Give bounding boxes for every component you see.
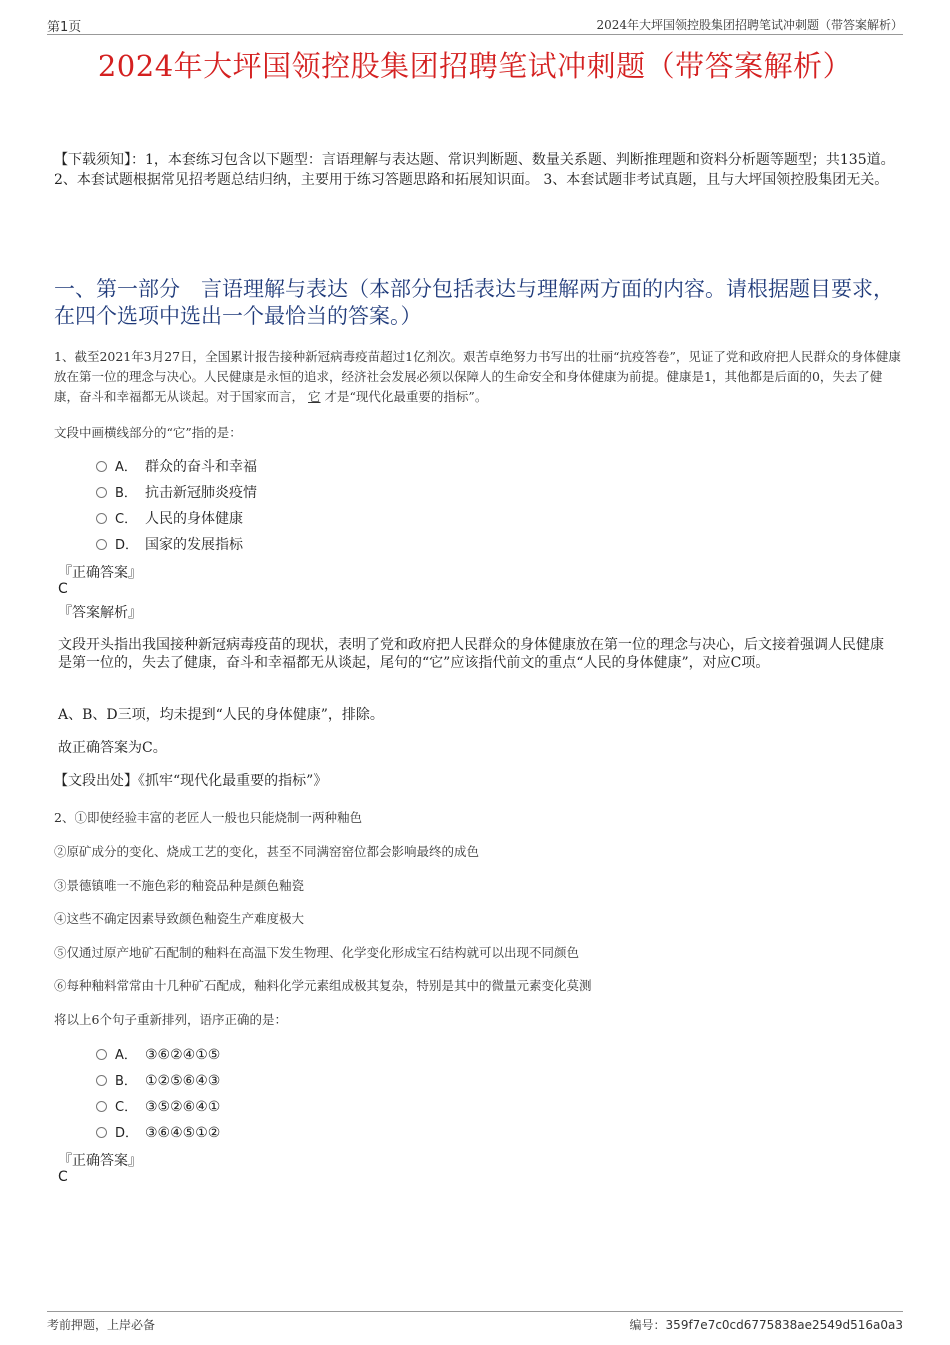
radio-icon[interactable] [96, 1127, 107, 1138]
radio-icon[interactable] [96, 539, 107, 550]
q1-option-c[interactable]: C． 人民的身体健康 [96, 508, 243, 528]
q2-option-b[interactable]: B． ①②⑤⑥④③ [96, 1070, 220, 1090]
q1-analysis-label: 『答案解析』 [58, 605, 142, 621]
q2-option-d[interactable]: D． ③⑥④⑤①② [96, 1122, 220, 1142]
q2-sentence: ⑤仅通过原产地矿石配制的釉料在高温下发生物理、化学变化形成宝石结构就可以出现不同颜色 [54, 945, 580, 960]
q1-answer-label: 『正确答案』 [58, 565, 142, 581]
q1-source: 【文段出处】《抓牢“现代化最重要的指标”》 [54, 773, 328, 789]
document-title: 2024年大坪国领控股集团招聘笔试冲刺题（带答案解析） [97, 49, 853, 83]
radio-icon[interactable] [96, 1101, 107, 1112]
q1-passage-start: 1、截至2021年3月27日，全国累计报告接种新冠病毒疫苗超过1亿剂次。艰苦卓绝努力书写出的壮丽“抗疫答卷”，见证了党和政府把人民群众的身体健康放在第一位的理念与决心。人民健康是永恒的追求，经济社会发展必须以保障人的生命安全和身体健康为前提。健康是1，其他都是后面的0，失去了健康，奋斗和幸福都无从谈起。对于国家而言， [54, 349, 901, 404]
radio-icon[interactable] [96, 461, 107, 472]
q2-sentence: ⑥每种釉料常常由十几种矿石配成，釉料化学元素组成极其复杂，特别是其中的微量元素变化莫测 [54, 978, 592, 993]
q1-option-a[interactable]: A． 群众的奋斗和幸福 [96, 456, 257, 476]
download-notice: 【下载须知】：1，本套练习包含以下题型：言语理解与表达题、常识判断题、数量关系题、判断推理题和资料分析题等题型；共135道。 2、本套试题根据常见招考题总结归纳，主要用于练习答题思路和拓展知识面。 3、本套试题非考试真题，且与大坪国领控股集团无关。 [54, 152, 895, 188]
page-footer [47, 1311, 903, 1334]
q2-answer: C [58, 1169, 68, 1185]
q1-option-b[interactable]: B． 抗击新冠肺炎疫情 [96, 482, 257, 502]
q2-sentence: 2、①即使经验丰富的老匠人一般也只能烧制一两种釉色 [54, 810, 362, 825]
question-2-stem: 将以上6个句子重新排列，语序正确的是： [54, 1012, 287, 1027]
q1-analysis-paragraph: 文段开头指出我国接种新冠病毒疫苗的现状，表明了党和政府把人民群众的身体健康放在第一位的理念与决心，后文接着强调人民健康是第一位的，失去了健康，奋斗和幸福都无从谈起，尾句的“它”应该指代前文的重点“人民的身体健康”，对应C项。 [58, 637, 884, 671]
q2-sentence: ②原矿成分的变化、烧成工艺的变化，甚至不同满窑窑位都会影响最终的成色 [54, 844, 480, 859]
q1-analysis-paragraph: 故正确答案为C。 [58, 740, 167, 756]
q2-option-a[interactable]: A． ③⑥②④①⑤ [96, 1044, 220, 1064]
q1-passage-end: 才是“现代化最重要的指标”。 [324, 389, 488, 404]
radio-icon[interactable] [96, 513, 107, 524]
q2-sentence: ③景德镇唯一不施色彩的釉瓷品种是颜色釉瓷 [54, 878, 305, 893]
q2-answer-label: 『正确答案』 [58, 1153, 142, 1169]
page-number: 第1页 [47, 20, 82, 35]
radio-icon[interactable] [96, 1075, 107, 1086]
q2-sentence: ④这些不确定因素导致颜色釉瓷生产难度极大 [54, 911, 305, 926]
section-title: 一、第一部分 言语理解与表达（本部分包括表达与理解两方面的内容。请根据题目要求，在四个选项中选出一个最恰当的答案。） [54, 277, 894, 328]
q2-option-c[interactable]: C． ③⑤②⑥④① [96, 1096, 220, 1116]
radio-icon[interactable] [96, 1049, 107, 1060]
q1-analysis-paragraph: A、B、D三项，均未提到“人民的身体健康”，排除。 [58, 707, 384, 723]
footer-slogan: 考前押题，上岸必备 [47, 1318, 156, 1332]
question-1-passage [54, 347, 904, 407]
header-title: 2024年大坪国领控股集团招聘笔试冲刺题（带答案解析） [596, 18, 903, 32]
q1-underlined-word: 它 [308, 389, 321, 404]
document-code: 编号：359f7e7c0cd6775838ae2549d516a0a3 [629, 1318, 903, 1332]
page-header [47, 14, 903, 35]
q1-answer: C [58, 581, 68, 597]
q1-option-d[interactable]: D． 国家的发展指标 [96, 534, 243, 554]
question-1-stem: 文段中画横线部分的“它”指的是： [54, 425, 242, 440]
radio-icon[interactable] [96, 487, 107, 498]
